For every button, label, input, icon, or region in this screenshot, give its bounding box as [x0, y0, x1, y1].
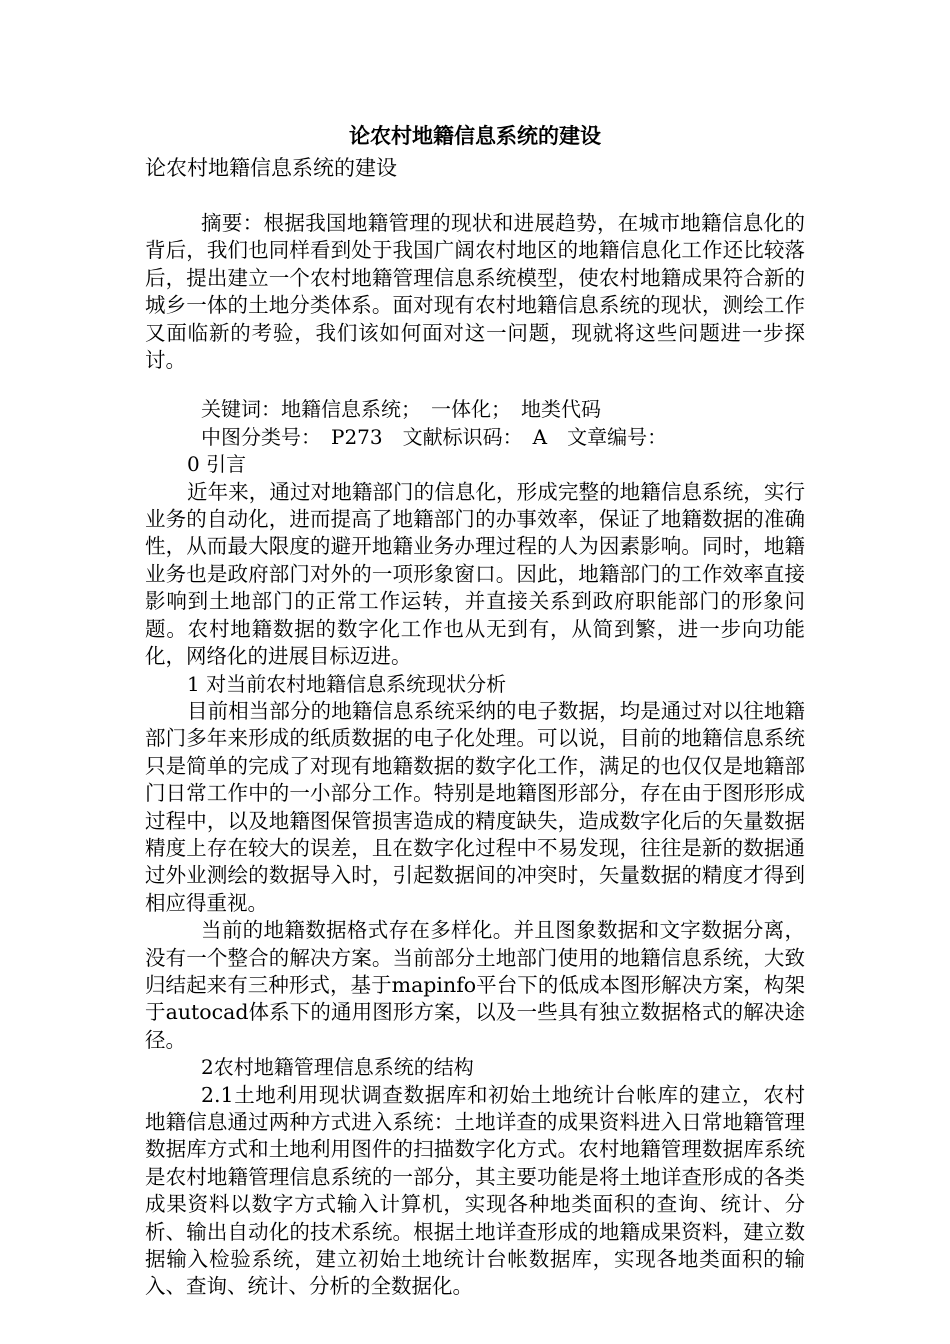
section-1-paragraph-2: 当前的地籍数据格式存在多样化。并且图象数据和文字数据分离，没有一个整合的解决方案。当前部分土地部门使用的地籍信息系统，大致归结起来有三种形式，基于mapinfo平台下的低成本图形解决方案，构架于autocad体系下的通用图形方案，以及一些具有独立数据格式的解决途径。 — [145, 918, 805, 1052]
document-title: 论农村地籍信息系统的建设 — [349, 123, 601, 148]
section-2-heading: 2农村地籍管理信息系统的结构 — [201, 1055, 474, 1080]
document-page — [145, 118, 805, 1301]
spacer — [145, 182, 805, 210]
section-0-paragraph-1: 近年来，通过对地籍部门的信息化，形成完整的地籍信息系统，实行业务的自动化，进而提高了地籍部门的办事效率，保证了地籍数据的准确性，从而最大限度的避开地籍业务办理过程的人为因素影响。同时，地籍业务也是政府部门对外的一项形象窗口。因此，地籍部门的工作效率直接影响到土地部门的正常工作运转，并直接关系到政府职能部门的形象问题。农村地籍数据的数字化工作也从无到有，从简到繁，进一步向功能化，网络化的进展目标迈进。 — [145, 479, 805, 669]
section-2-paragraph-1: 2.1土地利用现状调查数据库和初始土地统计台帐库的建立，农村地籍信息通过两种方式进入系统：土地详查的成果资料进入日常地籍管理数据库方式和土地利用图件的扫描数字化方式。农村地籍管理数据库系统是农村地籍管理信息系统的一部分，其主要功能是将土地详查形成的各类成果资料以数字方式输入计算机，实现各种地类面积的查询、统计、分析、输出自动化的技术系统。根据土地详查形成的地籍成果资料，建立数据输入检验系统，建立初始土地统计台帐数据库，实现各地类面积的输入、查询、统计、分析的全数据化。 — [145, 1082, 805, 1299]
section-1-paragraph-1: 目前相当部分的地籍信息系统采纳的电子数据，均是通过对以往地籍部门多年来形成的纸质数据的电子化处理。可以说，目前的地籍信息系统只是简单的完成了对现有地籍数据的数字化工作，满足的也仅仅是地籍部门日常工作中的一小部分工作。特别是地籍图形部分，存在由于图形形成过程中，以及地籍图保管损害造成的精度缺失，造成数字化后的矢量数据精度上存在较大的误差，且在数字化过程中不易发现，往往是新的数据通过外业测绘的数据导入时，引起数据间的冲突时，矢量数据的精度才得到相应得重视。 — [145, 698, 805, 915]
spacer — [145, 374, 805, 396]
keywords-line: 关键词：地籍信息系统； 一体化； 地类代码 — [201, 397, 601, 422]
abstract-paragraph: 摘要：根据我国地籍管理的现状和进展趋势，在城市地籍信息化的背后，我们也同样看到处于我国广阔农村地区的地籍信息化工作还比较落后，提出建立一个农村地籍管理信息系统模型，使农村地籍成果符合新的城乡一体的土地分类体系。面对现有农村地籍信息系统的现状，测绘工作又面临新的考验，我们该如何面对这一问题，现就将这些问题进一步探讨。 — [145, 211, 805, 373]
document-subtitle: 论农村地籍信息系统的建设 — [145, 156, 397, 180]
classification-line: 中图分类号： P273 文献标识码： A 文章编号： — [201, 424, 668, 449]
section-0-heading: 0 引言 — [187, 452, 247, 477]
section-1-heading: 1 对当前农村地籍信息系统现状分析 — [187, 671, 507, 696]
